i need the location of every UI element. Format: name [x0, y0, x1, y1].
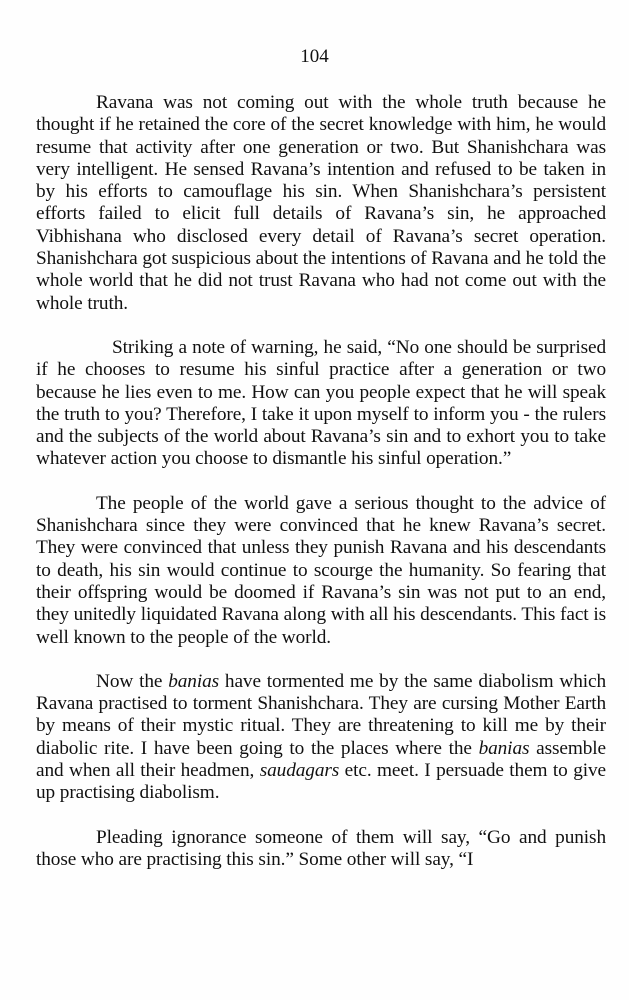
paragraph-warning: Striking a note of warning, he said, “No one should be surprised if he chooses to resume his sinful practice after a generation or two because he lies even to me. How can you people expect that he will speak the truth to you? Therefore, I take it upon myself to inform you - the rulers and the subjects of the world about Ravana’s sin and to exhort you to take whatever action you choose to dismantle his sinful operation.” [36, 336, 606, 470]
page-body [36, 92, 606, 871]
saudagars-italic-term: saudagars [259, 760, 340, 782]
paragraph-people-of-world: The people of the world gave a serious thought to the advice of Shanishchara since they were convinced that he knew Ravana’s secret. They were convinced that unless they punish Ravana and his descendants to death, his sin would continue to scourge the humanity. So fearing that their offspring would be doomed if Ravana’s sin was not put to an end, they unitedly liquidated Ravana along with all his descendants. This fact is well known to the people of the world. [36, 492, 606, 648]
banias-text-part-1: Now the [96, 670, 169, 692]
banias-italic-term-2: banias [478, 737, 530, 759]
banias-italic-term: banias [168, 670, 220, 692]
paragraph-ravana-truth: Ravana was not coming out with the whole truth because he thought if he retained the core of the secret knowledge with him, he would resume that activity after one generation or two. But Shanishchara was very intelligent. He sensed Ravana’s intention and refused to be taken in by his efforts to camouflage his sin. When Shanishchara’s persistent efforts failed to elicit full details of Ravana’s sin, he approached Vibhishana who disclosed every detail of Ravana’s secret operation. Shanishchara got suspicious about the intentions of Ravana and he told the whole world that he did not trust Ravana who had not come out with the whole truth. [36, 92, 606, 314]
banias-text-part-4: etc. meet. I persuade them to give up practising diabolism. [36, 760, 606, 804]
banias-text-part-2: have tormented me by the same diabolism which Ravana practised to torment Shanishchara. They are cursing Mother Earth by means of their mystic ritual. They are threatening to kill me by their diabolic rite. I have been going to the places where the [36, 670, 606, 759]
paragraph-pleading-ignorance: Pleading ignorance someone of them will say, “Go and punish those who are practising this sin.” Some other will say, “I [36, 826, 606, 870]
banias-text-part-3: assemble and when all their headmen, [36, 737, 606, 782]
paragraph-banias [36, 671, 606, 805]
page-number: 104 [300, 46, 329, 67]
